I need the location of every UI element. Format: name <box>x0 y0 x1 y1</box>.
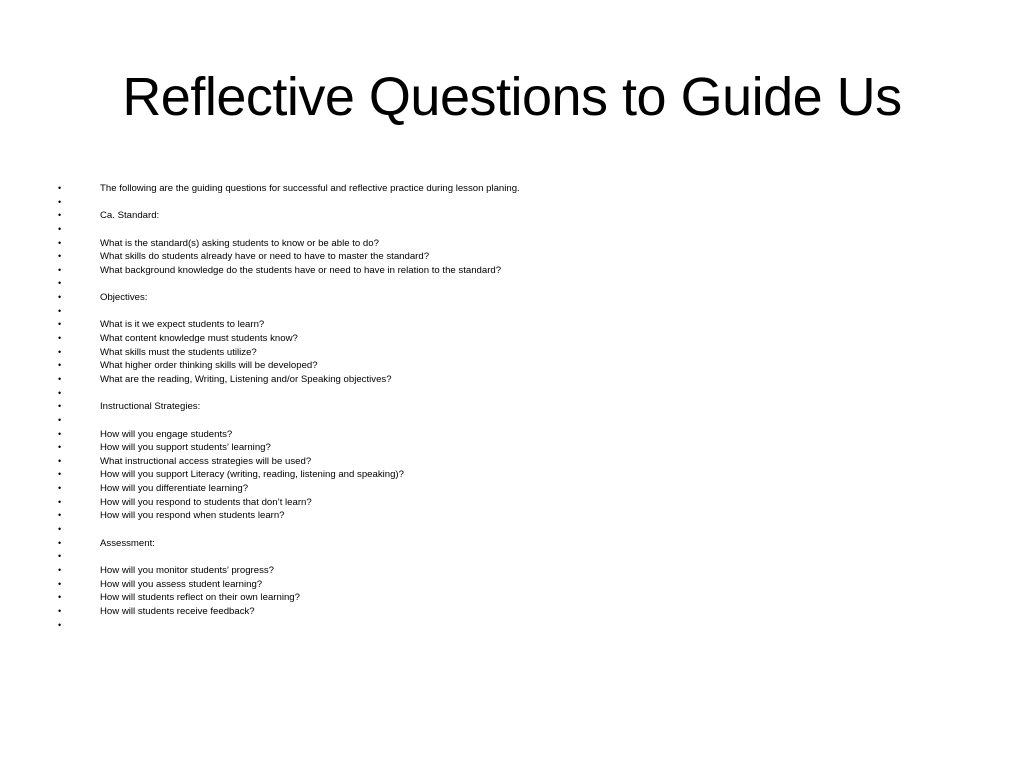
bullet-item <box>58 318 958 332</box>
bullet-icon: • <box>58 183 62 193</box>
bullet-item <box>58 605 958 619</box>
bullet-item <box>58 537 958 551</box>
bullet-text: What instructional access strategies will be used? <box>100 455 312 467</box>
bullet-icon: • <box>58 333 62 344</box>
bullet-item <box>58 264 958 278</box>
bullet-icon: • <box>58 578 62 589</box>
bullet-icon: • <box>58 292 62 303</box>
bullet-icon: • <box>58 223 62 234</box>
bullet-item <box>58 619 958 633</box>
bullet-text: How will you support students’ learning? <box>100 442 271 454</box>
bullet-icon: • <box>58 564 62 575</box>
bullet-item <box>58 373 958 387</box>
bullet-icon: • <box>58 401 62 412</box>
bullet-text: What is it we expect students to learn? <box>100 319 265 331</box>
bullet-item <box>58 414 958 428</box>
bullet-icon: • <box>58 483 62 494</box>
bullet-icon: • <box>58 551 62 562</box>
bullet-item <box>58 346 958 360</box>
bullet-icon: • <box>58 305 62 316</box>
bullet-icon: • <box>58 387 62 398</box>
bullet-text: The following are the guiding questions for successful and reflective practice during lesson planing. <box>100 183 520 194</box>
slide-title: Reflective Questions to Guide Us <box>122 67 902 127</box>
bullet-item <box>58 291 958 305</box>
bullet-item <box>58 387 958 401</box>
bullet-item <box>58 223 958 237</box>
bullet-icon: • <box>58 592 62 603</box>
bullet-item <box>58 305 958 319</box>
bullet-icon: • <box>58 414 62 425</box>
bullet-icon: • <box>58 346 62 357</box>
bullet-item <box>58 196 958 210</box>
bullet-text: Instructional Strategies: <box>100 401 201 413</box>
bullet-item <box>58 277 958 291</box>
bullet-icon: • <box>58 237 62 248</box>
bullet-text: What higher order thinking skills will be developed? <box>100 360 318 372</box>
bullet-text: How will students receive feedback? <box>100 605 255 617</box>
bullet-text: What background knowledge do the students have or need to have in relation to the standard? <box>100 264 502 276</box>
bullet-icon: • <box>58 428 62 439</box>
bullet-item <box>58 550 958 564</box>
bullet-icon: • <box>58 264 62 275</box>
bullet-text: How will you monitor students’ progress? <box>100 564 275 576</box>
bullet-text: Assessment: <box>100 537 155 549</box>
bullet-icon: • <box>58 442 62 453</box>
bullet-icon: • <box>58 210 62 221</box>
bullet-item <box>58 428 958 442</box>
bullet-item <box>58 250 958 264</box>
bullet-item <box>58 564 958 578</box>
bullet-text: How will you support Literacy (writing, reading, listening and speaking)? <box>100 469 404 481</box>
bullet-icon: • <box>58 605 62 616</box>
bullet-text: Ca. Standard: <box>100 210 160 222</box>
bullet-item <box>58 468 958 482</box>
bullet-text: How will you differentiate learning? <box>100 483 249 495</box>
bullet-item <box>58 441 958 455</box>
bullet-text: How will you respond when students learn? <box>100 510 285 522</box>
bullet-item <box>58 359 958 373</box>
bullet-text: What is the standard(s) asking students to know or be able to do? <box>100 237 379 249</box>
bullet-icon: • <box>58 373 62 384</box>
bullet-icon: • <box>58 510 62 521</box>
bullet-text: What are the reading, Writing, Listening and/or Speaking objectives? <box>100 373 392 385</box>
bullet-icon: • <box>58 619 62 630</box>
bullet-list <box>58 182 958 632</box>
bullet-icon: • <box>58 251 62 262</box>
bullet-icon: • <box>58 455 62 466</box>
bullet-item <box>58 400 958 414</box>
bullet-text: How will students reflect on their own learning? <box>100 592 300 604</box>
bullet-item <box>58 523 958 537</box>
bullet-item <box>58 496 958 510</box>
bullet-icon: • <box>58 360 62 371</box>
bullet-icon: • <box>58 196 62 207</box>
bullet-icon: • <box>58 278 62 289</box>
bullet-item <box>58 182 958 196</box>
bullet-icon: • <box>58 537 62 548</box>
bullet-item <box>58 209 958 223</box>
bullet-text: Objectives: <box>100 292 148 304</box>
bullet-icon: • <box>58 319 62 330</box>
bullet-item <box>58 482 958 496</box>
bullet-icon: • <box>58 524 62 535</box>
bullet-text: What skills do students already have or need to have to master the standard? <box>100 251 430 263</box>
bullet-icon: • <box>58 496 62 507</box>
bullet-text: How will you assess student learning? <box>100 578 263 590</box>
bullet-item <box>58 578 958 592</box>
bullet-item <box>58 509 958 523</box>
bullet-icon: • <box>58 469 62 480</box>
bullet-text: How will you engage students? <box>100 428 233 440</box>
bullet-item <box>58 591 958 605</box>
bullet-text: What content knowledge must students know? <box>100 333 298 345</box>
bullet-text: How will you respond to students that don’t learn? <box>100 496 312 508</box>
bullet-text: What skills must the students utilize? <box>100 346 257 358</box>
bullet-item <box>58 332 958 346</box>
bullet-item <box>58 455 958 469</box>
bullet-item <box>58 237 958 251</box>
